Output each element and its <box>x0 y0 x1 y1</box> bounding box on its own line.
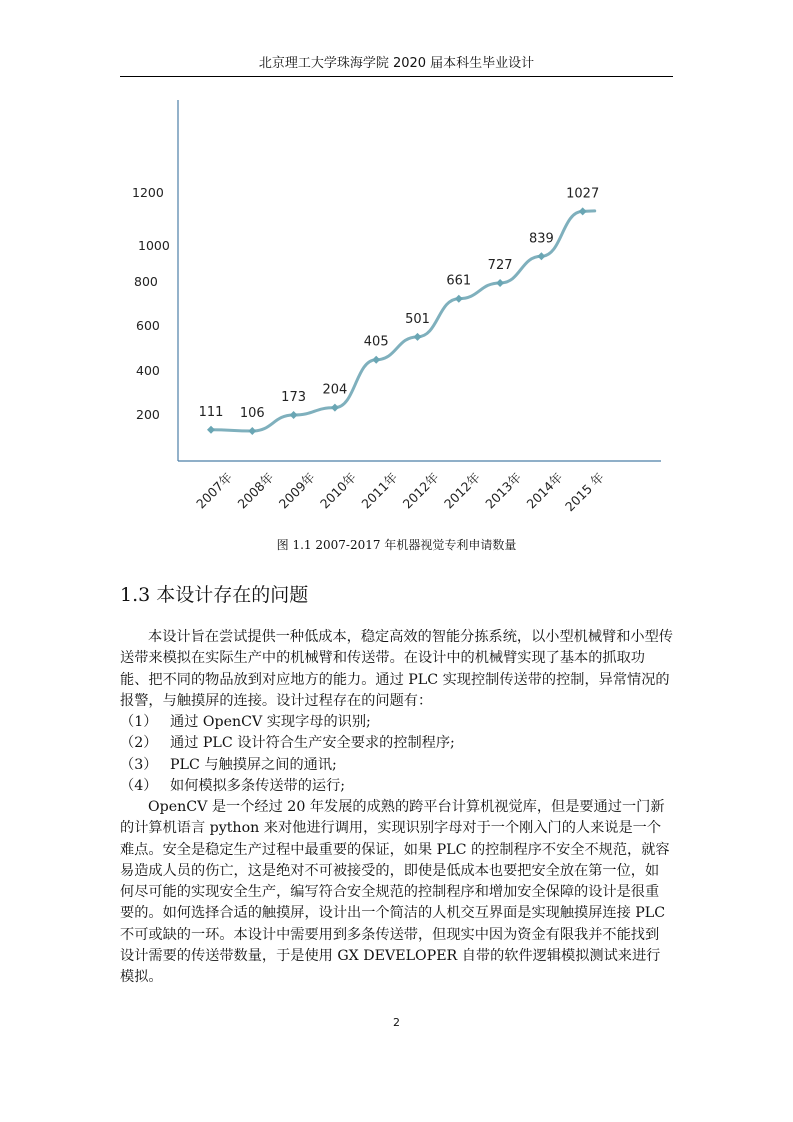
data-point <box>207 426 215 434</box>
x-tick-label: 2008年 <box>234 469 277 512</box>
y-tick-label: 1000 <box>138 238 170 253</box>
y-tick-label: 800 <box>134 274 158 289</box>
list-item-text: 通过 OpenCV 实现字母的识别; <box>170 714 371 730</box>
data-point <box>455 295 463 303</box>
list-item <box>120 776 673 797</box>
x-tick-label: 2015 年 <box>562 469 607 515</box>
list-item <box>120 712 673 733</box>
y-tick-label: 200 <box>136 407 160 422</box>
problem-list <box>120 712 673 797</box>
patent-line-chart <box>120 96 673 526</box>
data-label: 106 <box>239 406 265 421</box>
list-item-text: PLC 与触摸屏之间的通讯; <box>170 756 337 773</box>
y-tick-label: 400 <box>136 363 160 378</box>
data-point <box>537 252 545 260</box>
paragraph-1: 本设计旨在尝试提供一种低成本，稳定高效的智能分拣系统，以小型机械臂和小型传送带来模拟在实际生产中的机械臂和传送带。在设计中的机械臂实现了基本的抓取功能、把不同的物品放到对应地方的能力。通过 PLC 实现控制传送带的控制，异常情况的报警，与触摸屏的连接。设计过程存在的问题有： <box>120 629 673 709</box>
list-item-text: 如何模拟多条传送带的运行; <box>170 777 346 794</box>
figure-caption: 图 1.1 2007-2017 年机器视觉专利申请数量 <box>276 538 517 552</box>
x-tick-label: 2013年 <box>482 469 525 512</box>
list-item-text: 通过 PLC 设计符合生产安全要求的控制程序; <box>170 735 455 752</box>
y-tick-label: 600 <box>136 318 160 333</box>
data-label: 173 <box>281 390 307 406</box>
x-tick-label: 2012年 <box>399 469 442 512</box>
x-tick-label: 2012年 <box>440 469 483 512</box>
list-item-number: （1） <box>120 714 158 730</box>
x-tick-label: 2007年 <box>193 469 236 512</box>
list-item <box>120 733 673 754</box>
page-number: 2 <box>393 1016 400 1029</box>
data-label: 839 <box>528 231 554 247</box>
list-item-number: （3） <box>120 756 158 773</box>
list-item-number: （2） <box>120 735 158 752</box>
data-label: 661 <box>446 273 472 289</box>
data-point <box>579 207 587 215</box>
section-title: 1.3 本设计存在的问题 <box>120 584 309 606</box>
paragraph-2: OpenCV 是一个经过 20 年发展的成熟的跨平台计算机视觉库，但是要通过一门新的计算机语言 python 来对他进行调用，实现识别字母对于一个刚入门的人来说是一个难点。安全是稳定生产过程中最重要的保证，如果 PLC 的控制程序不安全不规范，就容易造成人员的伤亡，这是绝对不可被接受的，即使是低成本也要把安全放在第一位，如何尽可能的实现安全生产，编写符合安全规范的控制程序和增加安全保障的设计是很重要的。如何选择合适的触摸屏，设计出一个简洁的人机交互界面是实现触摸屏连接 PLC 不可或缺的一环。本设计中需要用到多条传送带，但现实中因为资金有限我并不能找到设计需要的传送带数量，于是使用 GX DEVELOPER 自带的软件逻辑模拟测试来进行模拟。 <box>120 799 670 986</box>
page-header: 北京理工大学珠海学院 2020 届本科生毕业设计 <box>258 56 535 71</box>
data-label: 1027 <box>566 186 600 202</box>
data-point <box>414 333 422 341</box>
x-tick-label: 2009年 <box>275 469 318 512</box>
data-point <box>290 411 298 419</box>
data-point <box>248 427 256 435</box>
data-point <box>372 356 380 364</box>
data-point <box>496 279 504 287</box>
x-tick-label: 2014年 <box>523 469 566 512</box>
data-label: 111 <box>198 404 224 420</box>
data-label: 204 <box>322 382 348 398</box>
x-tick-label: 2010年 <box>317 469 360 512</box>
y-tick-label: 1200 <box>132 185 164 200</box>
list-item-number: （4） <box>120 777 158 794</box>
data-label: 501 <box>405 311 430 327</box>
data-label: 405 <box>363 334 389 350</box>
x-tick-label: 2011年 <box>358 469 401 512</box>
header-rule <box>120 76 673 77</box>
list-item <box>120 755 673 776</box>
data-label: 727 <box>487 257 513 273</box>
data-point <box>331 404 339 412</box>
